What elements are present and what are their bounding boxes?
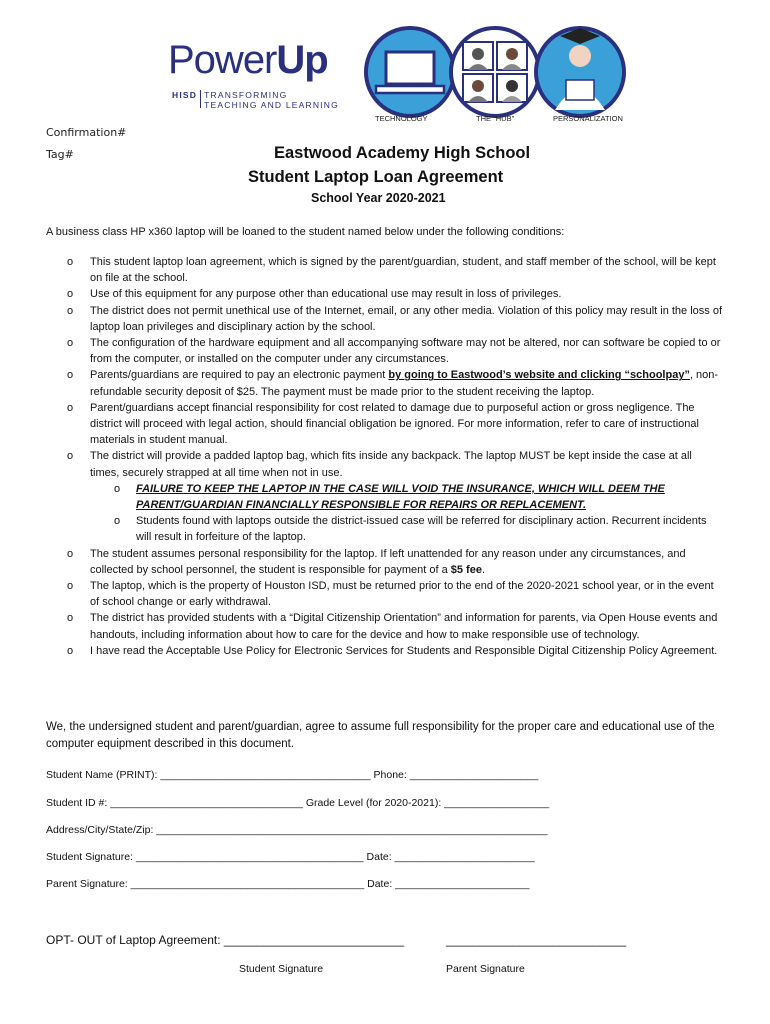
program-banner: [360, 22, 630, 127]
laptop-icon: [366, 28, 454, 116]
sub-list-item: o FAILURE TO KEEP THE LAPTOP IN THE CASE WILL VOID THE INSURANCE, WHICH WILL DEEM THE PARENT/GUARDIAN FINANCIALLY RESPONSIBLE FOR REPAIRS OR REPLACEMENT.: [114, 482, 665, 512]
student-signature-label: Student Signature: [239, 963, 324, 975]
tag-label: Tag#: [46, 148, 74, 161]
list-item: o The district has provided students with a “Digital Citizenship Orientation” and information for parents, via Open House events and handouts, including information about how to care for the device and how to make responsible use of technology.: [67, 612, 718, 641]
schoolpay-instruction: by going to Eastwood’s website and clicking “schoolpay”: [388, 369, 690, 382]
student-id-grade-fields[interactable]: Student ID #: _________________________________ Grade Level (for 2020-2021): __________________: [46, 797, 550, 809]
list-item: o Parent/guardians accept financial responsibility for cost related to damage due to purposeful action or gross negligence. The district will proceed with legal action, should financial obligation be ignored. For more information, refer to care of instructional materials in student manual.: [67, 401, 699, 447]
powerup-logo: [168, 40, 358, 110]
sub-list-item: o Students found with laptops outside the district-issued case will be referred for disciplinary action. Recurrent incidents will result in forfeiture of the laptop.: [114, 515, 707, 544]
list-item: o Use of this equipment for any purpose other than educational use may result in loss of privileges.: [67, 288, 562, 301]
student-signature-date-fields[interactable]: Student Signature: _______________________________________ Date: ________________________: [46, 851, 535, 863]
address-field[interactable]: Address/City/State/Zip: ___________________________________________________________________: [46, 824, 548, 836]
list-item: o The configuration of the hardware equipment and all accompanying software may not be altered, nor can software be copied to or from the computer, or installed on the computer under any circumstances.: [67, 337, 721, 366]
caption-hub: THE "HUB": [476, 114, 515, 123]
graduate-student-icon: [536, 28, 624, 116]
list-item: o Parents/guardians are required to pay an electronic payment by going to Eastwood’s website and clicking “schoolpay”, non-refundable security deposit of $25. The payment must be made prior to the student receiving the laptop.: [67, 369, 719, 398]
school-year: School Year 2020-2021: [311, 191, 446, 205]
fee-amount: $5 fee: [450, 563, 482, 576]
caption-personalization: PERSONALIZATION: [553, 114, 623, 123]
parent-signature-label: Parent Signature: [446, 963, 525, 975]
optout-parent-signature-line[interactable]: ___________________________: [446, 933, 627, 947]
conditions-list: [58, 254, 723, 659]
parent-signature-date-fields[interactable]: Parent Signature: ________________________________________ Date: _______________________: [46, 878, 530, 890]
agreement-statement: We, the undersigned student and parent/guardian, agree to assume full responsibility for the proper care and educational use of the computer equipment described in this document.: [46, 721, 715, 750]
list-item: o This student laptop loan agreement, which is signed by the parent/guardian, student, and staff member of the school, will be kept on file at the school.: [67, 256, 716, 285]
logo-tagline: HISD TRANSFORMING TEACHING AND LEARNING: [172, 90, 339, 110]
document-title: Student Laptop Loan Agreement: [248, 168, 504, 186]
list-item: o The district does not permit unethical use of the Internet, email, or any other media. Violation of this policy may result in the loss of laptop loan privileges and disciplinary action by the school.: [67, 304, 723, 333]
optout-student-signature-line[interactable]: OPT- OUT of Laptop Agreement: ___________________________: [46, 933, 405, 947]
student-name-phone-fields[interactable]: Student Name (PRINT): ____________________________________ Phone: ______________________: [46, 769, 539, 781]
video-call-grid-icon: [451, 28, 539, 116]
list-item: o I have read the Acceptable Use Policy for Electronic Services for Students and Responsible Digital Citizenship Policy Agreement.: [67, 644, 718, 657]
list-item: o The district will provide a padded laptop bag, which fits inside any backpack. The laptop MUST be kept inside the case at all times, securely strapped at all time when not in use.: [67, 450, 692, 479]
list-item: o The student assumes personal responsibility for the laptop. If left unattended for any reason under any circumstances, and collected by school personnel, the student is responsible for payment of a $5 fee.: [67, 547, 686, 576]
caption-technology: TECHNOLOGY: [375, 114, 428, 123]
insurance-warning: FAILURE TO KEEP THE LAPTOP IN THE CASE WILL VOID THE INSURANCE, WHICH WILL DEEM THE PARENT/GUARDIAN FINANCIALLY RESPONSIBLE FOR REPAIRS OR REPLACEMENT.: [136, 482, 665, 512]
intro-text: A business class HP x360 laptop will be loaned to the student named below under the following conditions:: [46, 226, 565, 238]
list-item: o The laptop, which is the property of Houston ISD, must be returned prior to the end of the 2020-2021 school year, or in the event of school change or early withdrawal.: [67, 580, 714, 609]
school-name: Eastwood Academy High School: [274, 144, 531, 162]
powerup-wordmark: PowerUp: [168, 38, 328, 82]
confirmation-label: Confirmation#: [46, 126, 127, 139]
